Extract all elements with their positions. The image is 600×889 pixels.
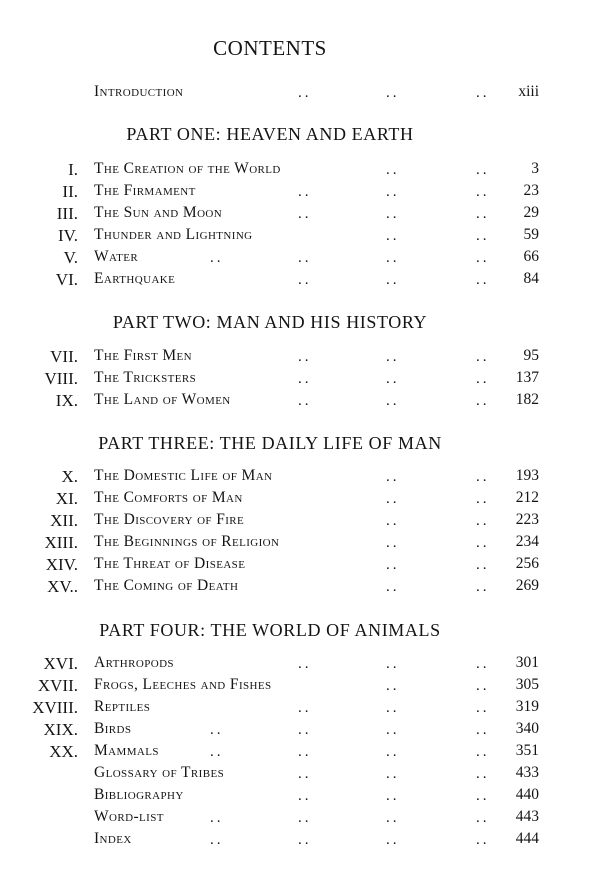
entry-page: 193 — [515, 467, 539, 484]
toc-entry[interactable] — [0, 742, 600, 764]
entry-title: The Threat of Disease — [94, 555, 246, 572]
entry-page: 444 — [515, 830, 539, 847]
dot-leader: .. — [298, 85, 312, 101]
entry-title: Birds — [94, 720, 132, 737]
entry-title: Index — [94, 830, 132, 847]
dot-leader: .. — [476, 579, 490, 595]
chapter-number: IX. — [55, 391, 78, 410]
entry-title: Mammals — [94, 742, 159, 759]
dot-leader: .. — [476, 700, 490, 716]
dot-leader: .. — [298, 810, 312, 826]
dot-leader: .. — [386, 744, 400, 760]
dot-leader: .. — [386, 579, 400, 595]
entry-page: 269 — [515, 577, 539, 594]
entry-page: 256 — [515, 555, 539, 572]
toc-entry[interactable] — [0, 248, 600, 270]
entry-title: Word-list — [94, 808, 164, 825]
toc-entry-index[interactable] — [0, 830, 600, 852]
entry-title: The Creation of the World — [94, 160, 281, 177]
chapter-number: XIII. — [44, 533, 78, 552]
dot-leader: .. — [476, 371, 490, 387]
part-heading: PART FOUR: THE WORLD OF ANIMALS — [99, 620, 441, 640]
entry-title: The First Men — [94, 347, 192, 364]
entry-page: 340 — [515, 720, 539, 737]
dot-leader: .. — [386, 766, 400, 782]
entry-title: Thunder and Lightning — [94, 226, 253, 243]
dot-leader: .. — [298, 722, 312, 738]
dot-leader: .. — [386, 228, 400, 244]
toc-entry[interactable] — [0, 226, 600, 248]
entry-page: 95 — [523, 347, 539, 364]
entry-title: The Tricksters — [94, 369, 197, 386]
chapter-number: IV. — [58, 226, 78, 245]
entry-page: 3 — [531, 160, 539, 177]
dot-leader: .. — [476, 535, 490, 551]
entry-title: The Discovery of Fire — [94, 511, 245, 528]
dot-leader: .. — [298, 788, 312, 804]
dot-leader: .. — [476, 788, 490, 804]
toc-entry-introduction[interactable] — [0, 83, 600, 105]
dot-leader: .. — [476, 85, 490, 101]
entry-page: 66 — [523, 248, 539, 265]
entry-page: 23 — [523, 182, 539, 199]
entry-title: The Beginnings of Religion — [94, 533, 280, 550]
entry-page: 137 — [515, 369, 539, 386]
dot-leader: .. — [476, 184, 490, 200]
dot-leader: .. — [476, 250, 490, 266]
chapter-number: XVII. — [37, 676, 78, 695]
dot-leader: .. — [210, 722, 224, 738]
toc-entry[interactable] — [0, 698, 600, 720]
dot-leader: .. — [386, 491, 400, 507]
dot-leader: .. — [476, 513, 490, 529]
dot-leader: .. — [386, 535, 400, 551]
toc-entry[interactable] — [0, 467, 600, 489]
dot-leader: .. — [298, 250, 312, 266]
dot-leader: .. — [476, 557, 490, 573]
toc-entry[interactable] — [0, 204, 600, 226]
toc-entry[interactable] — [0, 391, 600, 413]
page-title: CONTENTS — [213, 36, 327, 60]
part-heading: PART TWO: MAN AND HIS HISTORY — [112, 312, 428, 332]
chapter-number: II. — [62, 182, 78, 201]
entry-title: Bibliography — [94, 786, 184, 803]
entry-title: Introduction — [94, 83, 184, 100]
entry-title: Arthropods — [94, 654, 174, 671]
toc-entry[interactable] — [0, 533, 600, 555]
dot-leader: .. — [476, 656, 490, 672]
chapter-number: I. — [68, 160, 78, 179]
entry-page: 351 — [515, 742, 539, 759]
toc-entry[interactable] — [0, 347, 600, 369]
chapter-number: XVIII. — [32, 698, 78, 717]
chapter-number: III. — [56, 204, 78, 223]
toc-entry[interactable] — [0, 676, 600, 698]
dot-leader: .. — [298, 349, 312, 365]
dot-leader: .. — [476, 722, 490, 738]
chapter-number: XV.. — [47, 577, 78, 596]
dot-leader: .. — [386, 349, 400, 365]
entry-page: 305 — [515, 676, 539, 693]
dot-leader: .. — [476, 272, 490, 288]
entry-page: 84 — [523, 270, 539, 287]
entry-page: 440 — [515, 786, 539, 803]
toc-entry[interactable] — [0, 654, 600, 676]
chapter-number: XIX. — [43, 720, 78, 739]
dot-leader: .. — [386, 722, 400, 738]
entry-page: 29 — [523, 204, 539, 221]
dot-leader: .. — [386, 810, 400, 826]
entry-page: 433 — [515, 764, 539, 781]
dot-leader: .. — [386, 250, 400, 266]
dot-leader: .. — [476, 810, 490, 826]
dot-leader: .. — [210, 832, 224, 848]
toc-entry-glossary[interactable] — [0, 764, 600, 786]
entry-title: The Land of Women — [94, 391, 231, 408]
dot-leader: .. — [298, 656, 312, 672]
toc-entry[interactable] — [0, 160, 600, 182]
dot-leader: .. — [298, 184, 312, 200]
entry-title: Water — [94, 248, 139, 265]
toc-entry[interactable] — [0, 511, 600, 533]
entry-page: 182 — [515, 391, 539, 408]
dot-leader: .. — [476, 349, 490, 365]
dot-leader: .. — [386, 85, 400, 101]
dot-leader: .. — [476, 162, 490, 178]
dot-leader: .. — [386, 788, 400, 804]
dot-leader: .. — [298, 832, 312, 848]
entry-page: 443 — [515, 808, 539, 825]
dot-leader: .. — [476, 393, 490, 409]
dot-leader: .. — [386, 656, 400, 672]
dot-leader: .. — [386, 678, 400, 694]
dot-leader: .. — [476, 832, 490, 848]
chapter-number: XVI. — [43, 654, 78, 673]
entry-title: The Coming of Death — [94, 577, 239, 594]
chapter-number: XII. — [50, 511, 78, 530]
dot-leader: .. — [298, 744, 312, 760]
dot-leader: .. — [386, 393, 400, 409]
dot-leader: .. — [476, 491, 490, 507]
entry-title: The Domestic Life of Man — [94, 467, 273, 484]
dot-leader: .. — [298, 272, 312, 288]
dot-leader: .. — [298, 371, 312, 387]
dot-leader: .. — [298, 393, 312, 409]
entry-title: Reptiles — [94, 698, 151, 715]
entry-page: 301 — [515, 654, 539, 671]
dot-leader: .. — [298, 766, 312, 782]
dot-leader: .. — [476, 206, 490, 222]
chapter-number: V. — [63, 248, 78, 267]
dot-leader: .. — [210, 250, 224, 266]
dot-leader: .. — [386, 272, 400, 288]
toc-entry[interactable] — [0, 182, 600, 204]
part-heading: PART ONE: HEAVEN AND EARTH — [126, 124, 414, 144]
dot-leader: .. — [386, 469, 400, 485]
dot-leader: .. — [298, 700, 312, 716]
chapter-number: VII. — [50, 347, 78, 366]
dot-leader: .. — [298, 206, 312, 222]
toc-entry[interactable] — [0, 555, 600, 577]
toc-entry[interactable] — [0, 720, 600, 742]
toc-entry-bibliography[interactable] — [0, 786, 600, 808]
dot-leader: .. — [386, 184, 400, 200]
entry-page: 234 — [515, 533, 539, 550]
dot-leader: .. — [386, 162, 400, 178]
dot-leader: .. — [386, 513, 400, 529]
toc-entry[interactable] — [0, 577, 600, 599]
chapter-number: XX. — [49, 742, 78, 761]
toc-entry-word-list[interactable] — [0, 808, 600, 830]
entry-page: 212 — [515, 489, 539, 506]
chapter-number: XIV. — [45, 555, 78, 574]
entry-title: The Comforts of Man — [94, 489, 243, 506]
chapter-number: VIII. — [44, 369, 78, 388]
entry-page: 59 — [523, 226, 539, 243]
dot-leader: .. — [476, 469, 490, 485]
dot-leader: .. — [210, 744, 224, 760]
toc-entry[interactable] — [0, 270, 600, 292]
dot-leader: .. — [476, 228, 490, 244]
dot-leader: .. — [386, 832, 400, 848]
dot-leader: .. — [476, 678, 490, 694]
entry-title: Frogs, Leeches and Fishes — [94, 676, 272, 693]
dot-leader: .. — [476, 766, 490, 782]
toc-entry[interactable] — [0, 489, 600, 511]
entry-page: 223 — [515, 511, 539, 528]
entry-title: Glossary of Tribes — [94, 764, 225, 781]
dot-leader: .. — [210, 810, 224, 826]
dot-leader: .. — [386, 371, 400, 387]
entry-page: xiii — [518, 83, 539, 100]
entry-title: Earthquake — [94, 270, 176, 287]
entry-page: 319 — [515, 698, 539, 715]
dot-leader: .. — [386, 700, 400, 716]
part-heading: PART THREE: THE DAILY LIFE OF MAN — [98, 433, 442, 453]
entry-title: The Sun and Moon — [94, 204, 223, 221]
entry-title: The Firmament — [94, 182, 196, 199]
dot-leader: .. — [386, 557, 400, 573]
chapter-number: VI. — [55, 270, 78, 289]
dot-leader: .. — [476, 744, 490, 760]
dot-leader: .. — [386, 206, 400, 222]
chapter-number: X. — [61, 467, 78, 486]
toc-entry[interactable] — [0, 369, 600, 391]
chapter-number: XI. — [55, 489, 78, 508]
